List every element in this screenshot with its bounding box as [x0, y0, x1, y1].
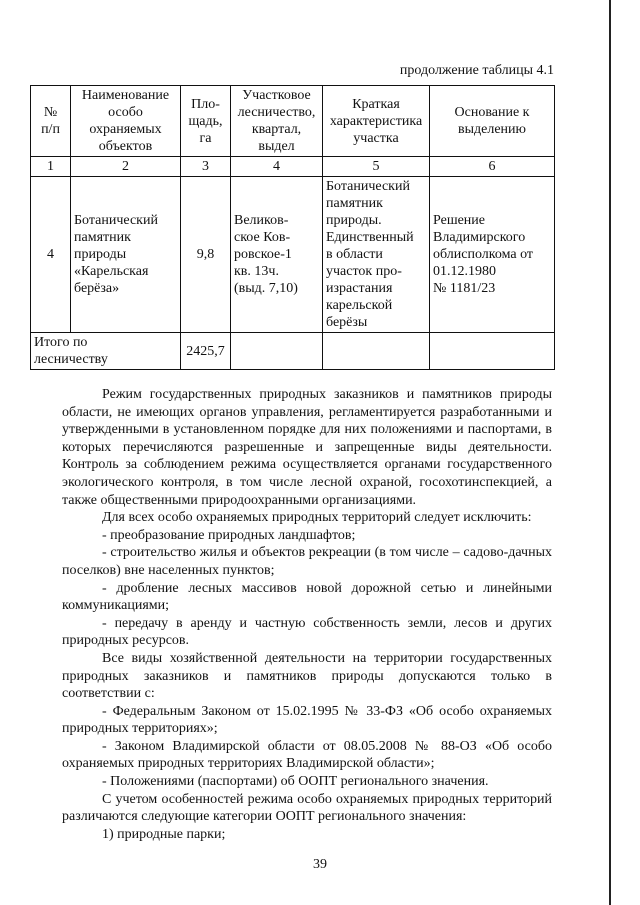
header-description: Краткая характеристика участка: [323, 86, 430, 157]
row-description: Ботанический памятник природы. Единственный в области участок про- израстания карельской берёзы: [323, 177, 430, 333]
header-basis: Основание к выделению: [430, 86, 555, 157]
column-number-row: [31, 157, 555, 177]
row-number: 4: [31, 177, 71, 333]
paragraph: С учетом особенностей режима особо охраняемых природных территорий различаются следующие категории ООПТ регионального значения:: [62, 791, 552, 825]
list-item: - передачу в аренду и частную собственность земли, лесов и других природных ресурсов.: [62, 615, 552, 649]
total-row: [31, 333, 555, 370]
list-item: - строительство жилья и объектов рекреации (в том числе – садово-дачных поселков) вне населенных пунктов;: [62, 545, 552, 578]
column-number: 2: [71, 157, 181, 177]
column-number: 5: [323, 157, 430, 177]
paragraph: Все виды хозяйственной деятельности на территории государственных природных заказников и памятников природы допускаются только в соответствии с:: [62, 650, 552, 702]
total-empty-cell: [430, 333, 555, 370]
row-basis: Решение Владимирского облисполкома от 01.12.1980 № 1181/23: [430, 177, 555, 333]
list-item: - Федеральным Законом от 15.02.1995 № 33-ФЗ «Об особо охраняемых природных территориях»;: [62, 703, 552, 737]
list-item: - Законом Владимирской области от 08.05.2008 № 88-ОЗ «Об особо охраняемых природных территориях Владимирской области»;: [62, 738, 552, 772]
column-number: 6: [430, 157, 555, 177]
paragraph: Для всех особо охраняемых природных территорий следует исключить:: [102, 510, 532, 526]
column-number: 1: [31, 157, 71, 177]
protected-objects-table: [30, 85, 555, 370]
table-caption: продолжение таблицы 4.1: [399, 63, 554, 78]
column-number: 3: [181, 157, 231, 177]
header-area: Пло- щадь, га: [181, 86, 231, 157]
total-empty-cell: [231, 333, 323, 370]
table-header-row: [31, 86, 555, 157]
column-number: 4: [231, 157, 323, 177]
header-name: Наименование особо охраняемых объектов: [71, 86, 181, 157]
table-row: [31, 177, 555, 333]
list-item: 1) природные парки;: [102, 826, 226, 842]
scan-edge-line: [609, 0, 611, 905]
body-text: [62, 386, 552, 843]
total-area: 2425,7: [181, 333, 231, 370]
header-forestry: Участковое лесничество, квартал, выдел: [231, 86, 323, 157]
list-item: - дробление лесных массивов новой дорожной сетью и линейными коммуникациями;: [62, 580, 552, 614]
list-item: - преобразование природных ландшафтов;: [102, 527, 356, 543]
row-forestry: Великов- ское Ков- ровское-1 кв. 13ч. (выд. 7,10): [231, 177, 323, 333]
row-name: Ботанический памятник природы «Карельская берёза»: [71, 177, 181, 333]
page-number: 39: [313, 857, 327, 872]
header-number: № п/п: [31, 86, 71, 157]
paragraph: Режим государственных природных заказников и памятников природы области, не имеющих органов управления, регламентируется разработанными и утвержденными в установленном порядке для них положениями и паспортами, в которых перечисляются разрешенные и запрещенные виды деятельности. Контроль за соблюдением режима осуществляется органами государственного экологического контроля, в том числе лесной охраной, госохотинспекцией, а также общественными природоохранными организациями.: [62, 387, 552, 508]
total-label: Итого по лесничеству: [31, 333, 181, 370]
list-item: - Положениями (паспортами) об ООПТ регионального значения.: [102, 774, 489, 790]
row-area: 9,8: [181, 177, 231, 333]
total-empty-cell: [323, 333, 430, 370]
